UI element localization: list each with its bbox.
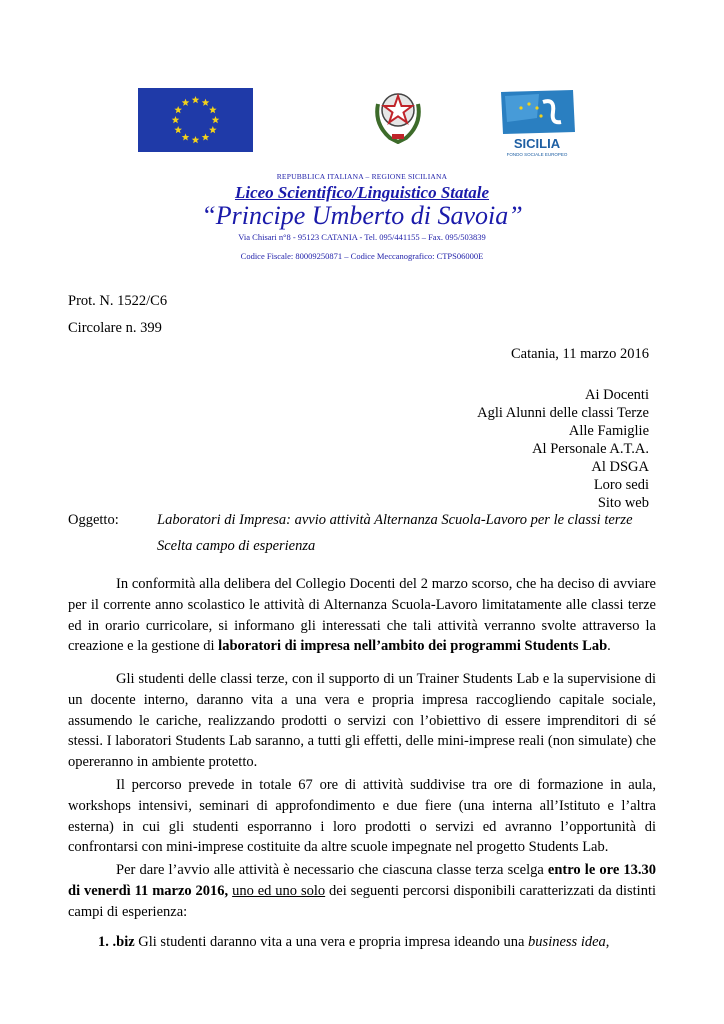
recipient: Sito web [597,495,649,511]
paragraph-4-text-end: dei seguenti percorsi disponibili caratterizzati da distinti campi di esperienza: [68,882,657,920]
protocol-number: Prot. N. 1522/C6 [68,293,168,309]
list-item-italic: business idea [528,934,606,950]
recipient: Al DSGA [591,459,649,475]
paragraph-4-text: Per dare l’avvio alle attività è necessario che ciascuna classe terza scelga [116,862,548,878]
list-item-tail: , [605,934,610,950]
paragraph-1-text: In conformità alla delibera del Collegio Docenti del 2 marzo scorso, che ha deciso di avviare per il corrente anno scolastico le attività di Alternanza Scuola-Lavoro limitatamente alle classi terze ed in orario curricolare, si informano gli interessati che tali attività verranno svolte attraverso la creazione e la gestione di [68,576,656,655]
subject-line-1: Laboratori di Impresa: avvio attività Alternanza Scuola-Lavoro per le classi terze [157,512,633,528]
document-date: Catania, 11 marzo 2016 [511,346,649,362]
circolare-number: Circolare n. 399 [68,320,162,336]
letterhead-top-line: REPUBBLICA ITALIANA – REGIONE SICILIANA [276,172,448,181]
school-name: “Principe Umberto di Savoia” [201,201,523,230]
recipient: Ai Docenti [584,387,649,403]
paragraph-4-underline: uno ed uno solo [232,882,326,899]
school-type: Liceo Scientifico/Linguistico Statale [234,183,490,202]
paragraph-2-text: Gli studenti delle classi terze, con il supporto di un Trainer Students Lab e la supervisione di un docente interno, daranno vita a una vera e propria impresa raccogliendo capitale sociale, assumendo le cariche, realizzando prodotti o servizi con l’obiettivo di essere imprenditori di sé stessi. I laboratori Students Lab saranno, a tutti gli effetti, delle mini-imprese reali (non simulate) che opereranno in ambiente protetto. [68,671,656,771]
recipient: Loro sedi [593,477,649,493]
subject-label: Oggetto: [68,512,119,528]
paragraph-2 [68,669,656,773]
eu-flag-icon [138,88,253,152]
svg-text:FONDO SOCIALE EUROPEO: FONDO SOCIALE EUROPEO [506,152,568,157]
paragraph-4-deadline: entro le ore 13.30 di venerdì 11 marzo 2016, [68,862,656,899]
recipient: Alle Famiglie [568,423,649,439]
school-codes: Codice Fiscale: 80009250871 – Codice Meccanografico: CTPS06000E [240,251,484,261]
letterhead [0,172,724,261]
school-address: Via Chisari n°8 - 95123 CATANIA - Tel. 095/441155 – Fax. 095/503839 [238,232,486,242]
list-item-text: Gli studenti daranno vita a una vera e propria impresa ideando una [134,934,529,950]
list-item-number: 1. [98,934,109,950]
recipients-list [477,386,649,512]
paragraph-3-text: Il percorso prevede in totale 67 ore di attività suddivise tra ore di formazione in aula, workshops intensivi, seminari di approfondimento e due fiere (una interna all’Istituto e l’altra esterna) in cui gli studenti esporranno i loro prodotti o servizi ed avranno l’opportunità di confrontarsi con mini-imprese costituite da altre scuole impegnate nel progetto Students Lab. [68,777,656,856]
paragraph-1 [68,574,656,657]
subject-line-2: Scelta campo di esperienza [157,538,316,554]
recipient: Agli Alunni delle classi Terze [477,405,649,421]
paragraph-3 [68,775,656,858]
recipient: Al Personale A.T.A. [532,441,649,457]
list-item [68,932,656,952]
paragraph-4 [68,860,656,922]
paragraph-1-end: . [607,638,611,655]
logo-row [0,84,724,164]
svg-text:SICILIA: SICILIA [513,136,561,151]
paragraph-1-bold: laboratori di impresa nell’ambito dei programmi Students Lab [218,638,608,655]
italian-republic-emblem-icon [372,84,424,144]
list-item-keyword: .biz [112,934,135,950]
sicilia-fse-logo-icon [499,88,577,162]
